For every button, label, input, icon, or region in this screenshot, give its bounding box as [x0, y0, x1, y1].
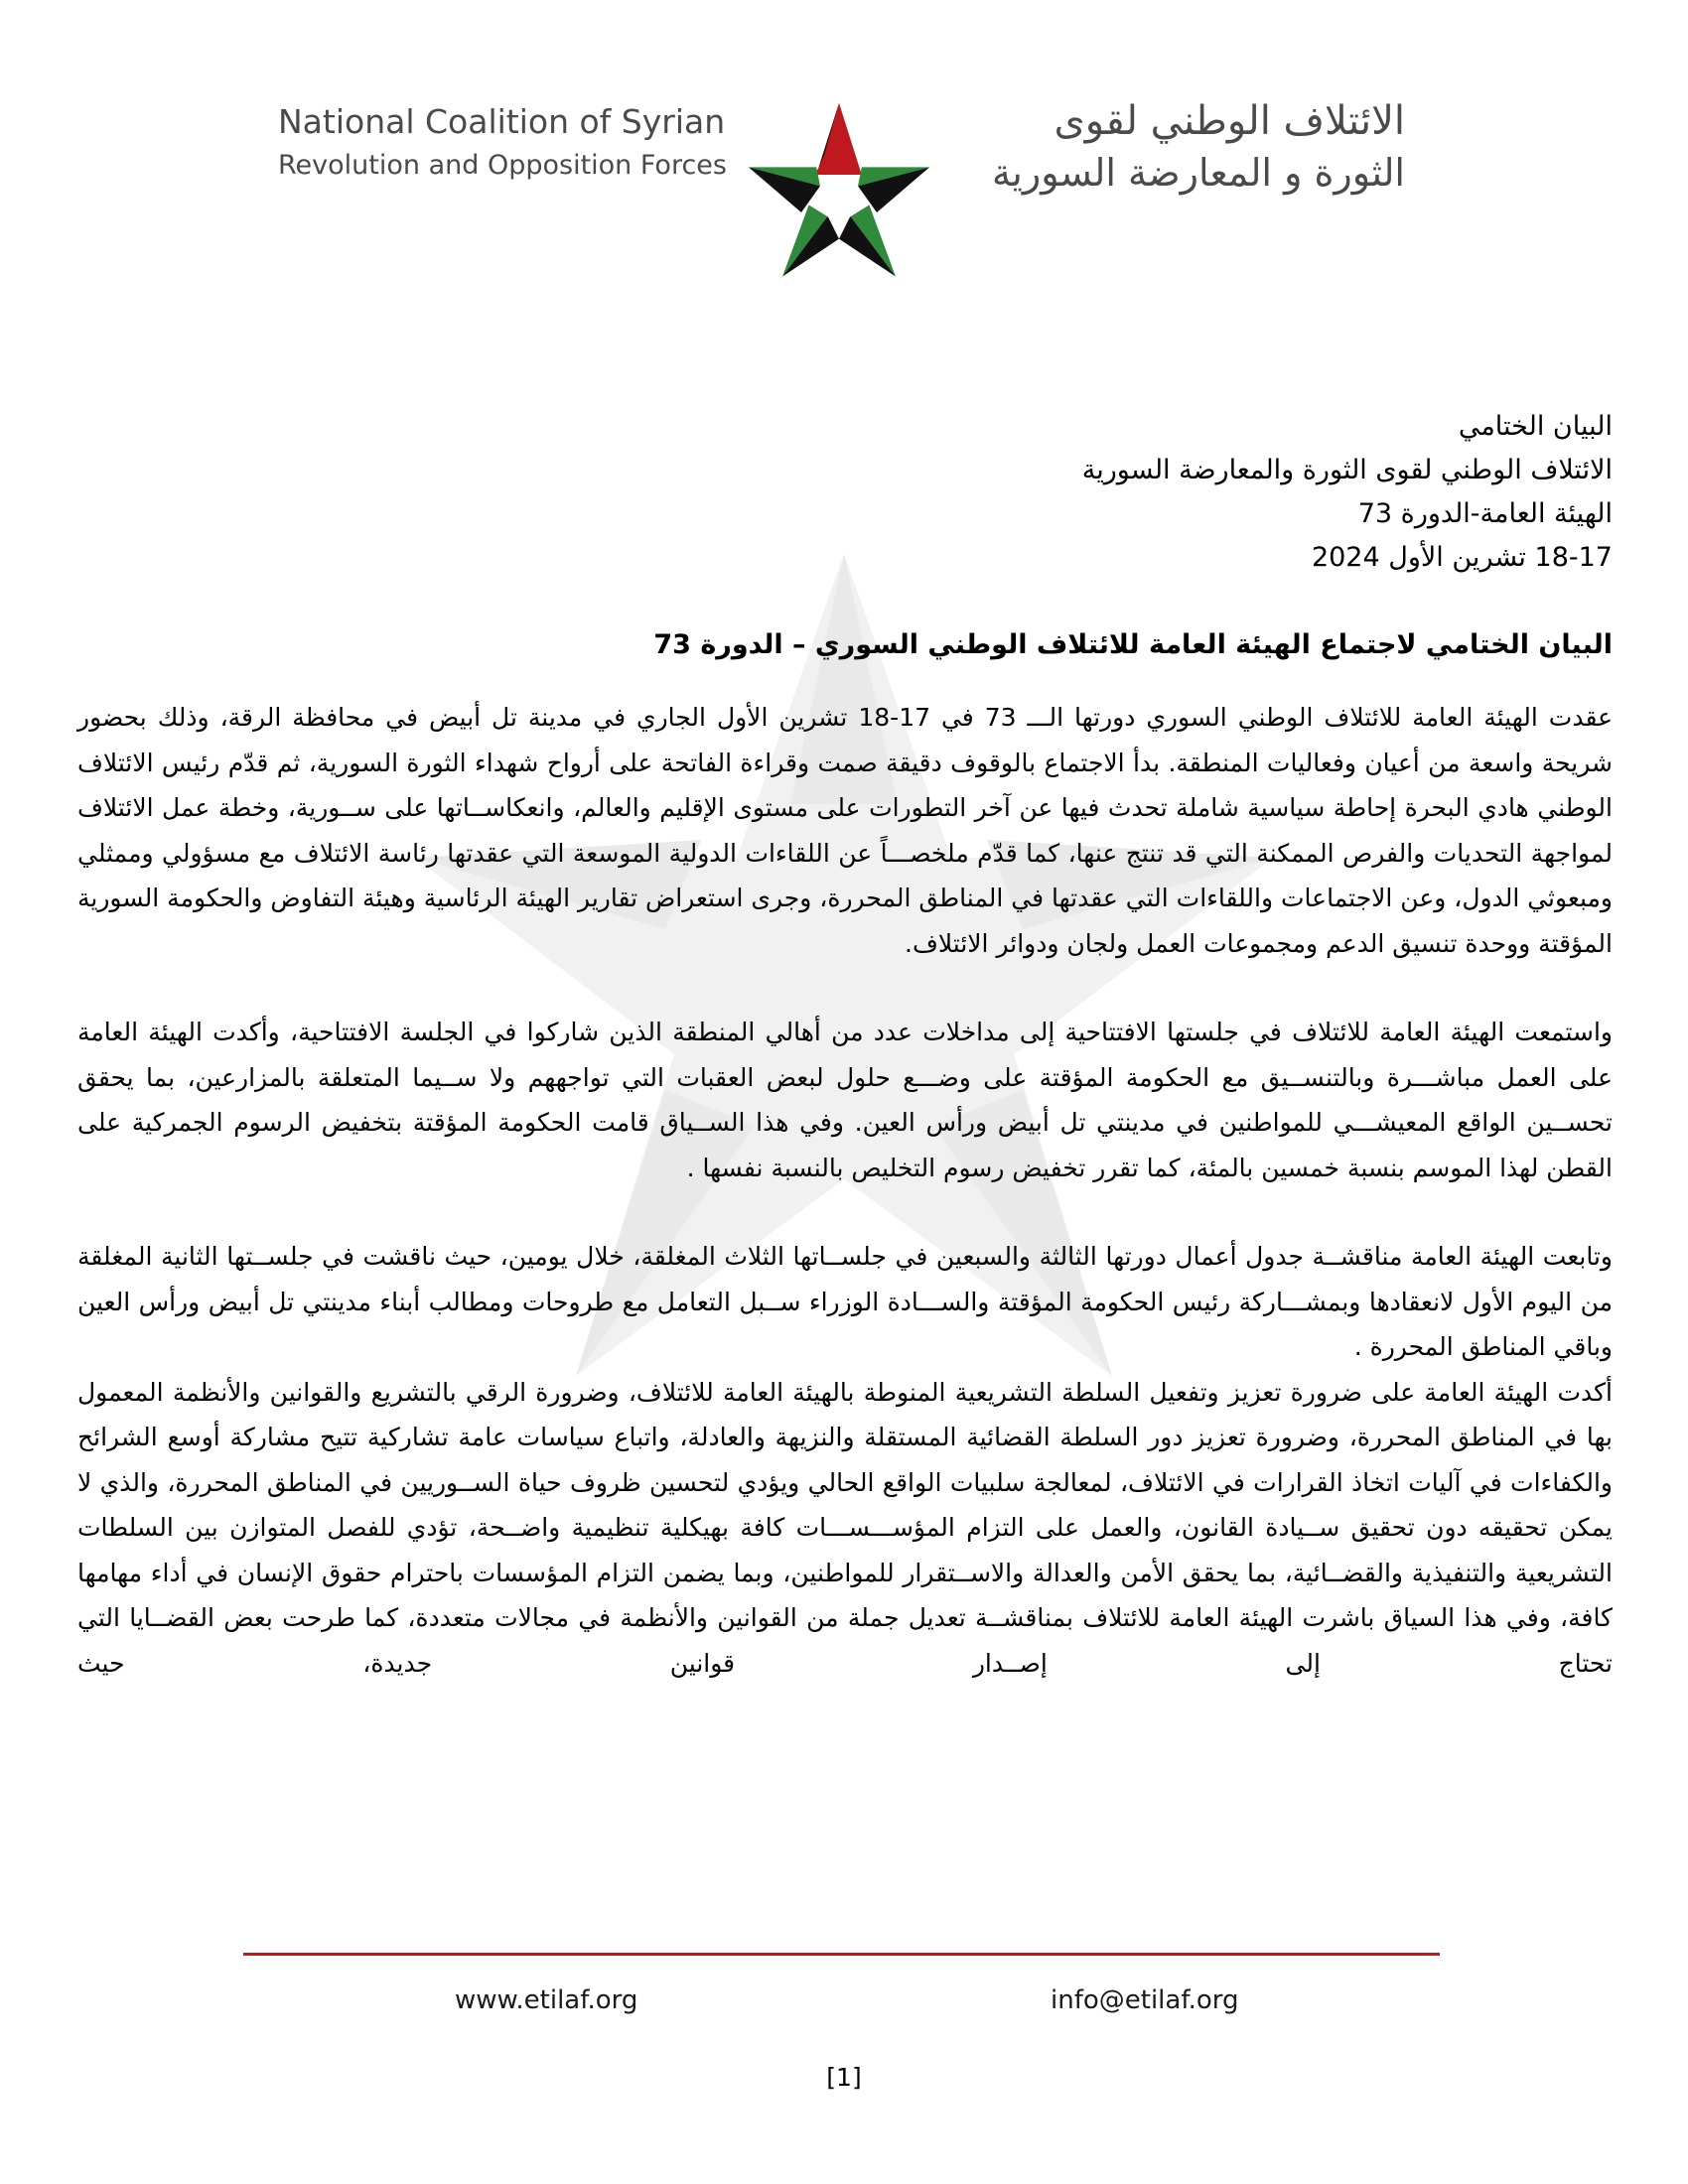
org-name-en-line1: National Coalition of Syrian — [278, 102, 726, 141]
paragraph-4: أكدت الهيئة العامة على ضرورة تعزيز وتفعيل السلطة التشريعية المنوطة بالهيئة العامة للائتلاف، وضرورة الرقي بالتشريع والقوانين والأنظمة المعمول بها في المناطق المحررة، وضرورة تعزيز دور السلطة القضائية المستقلة والنزيهة والعادلة، واتباع سياسات عامة تشاركية تتيح مشاركة أوسع الشرائح والكفاءات في آليات اتخاذ القرارات في الائتلاف، لمعالجة سلبيات الواقع الحالي ويؤدي لتحسين ظروف حياة الســوريين في المناطق المحررة، والذي لا يمكن تحقيقه دون تحقيق ســيادة القانون، والعمل على التزام المؤســـســـات كافة بهيكلية تنظيمية واضــحة، تؤدي للفصل المتوازن بين السلطات التشريعية والتنفيذية والقضــائية، بما يحقق الأمن والعدالة والاســتقرار للمواطنين، وبما يضمن التزام المؤسسات باحترام حقوق الإنسان في أداء مهامها كافة، وفي هذا السياق باشرت الهيئة العامة للائتلاف بمناقشــة تعديل جملة من القوانين والأنظمة في مجالات متعددة، كما طرحت بعض القضــايا التي تحتاج إلى إصــدار قوانين جديدة، حيث — [77, 1377, 1613, 1678]
letterhead — [0, 89, 1688, 308]
org-name-ar-line2: الثورة و المعارضة السورية — [991, 151, 1405, 195]
footer-divider — [243, 1953, 1440, 1956]
meta-session: الهيئة العامة-الدورة 73 — [1357, 498, 1613, 529]
paragraph-2: واستمعت الهيئة العامة للائتلاف في جلستها الافتتاحية إلى مداخلات عدد من أهالي المنطقة الذين شاركوا في الجلسة الافتتاحية، وأكدت الهيئة العامة على العمل مباشـــرة وبالتنســيق مع الحكومة المؤقتة على وضـــع حلول لبعض العقبات التي تواجههم ولا ســيما المتعلقة بالمزارعين، بما يحقق تحســين الواقع المعيشـــي للمواطنين في مدينتي تل أبيض ورأس العين. وفي هذا الســياق قامت الحكومة المؤقتة بتخفيض الرسوم الجمركية على القطن لهذا الموسم بنسبة خمسين بالمئة، كما تقرر تخفيض رسوم التخليص بالنسبة نفسها . — [77, 1018, 1613, 1182]
paragraph-3: وتابعت الهيئة العامة مناقشــة جدول أعمال دورتها الثالثة والسبعين في جلســاتها الثلاث المغلقة، خلال يومين، حيث ناقشت في جلســتها الثانية المغلقة من اليوم الأول لانعقادها وبمشـــاركة رئيس الحكومة المؤقتة والســـادة الوزراء ســبل التعامل مع طروحات ومطالب أبناء مدينتي تل أبيض ورأس العين وباقي المناطق المحررة . — [77, 1242, 1613, 1361]
paragraph-1: عقدت الهيئة العامة للائتلاف الوطني السوري دورتها الـــ 73 في 17-18 تشرين الأول الجاري في مدينة تل أبيض في محافظة الرقة، وذلك بحضور شريحة واسعة من أعيان وفعاليات المنطقة. بدأ الاجتماع بالوقوف دقيقة صمت وقراءة الفاتحة على أرواح شهداء الثورة السورية، ثم قدّم رئيس الائتلاف الوطني هادي البحرة إحاطة سياسية شاملة تحدث فيها عن آخر التطورات على مستوى الإقليم والعالم، وانعكاســاتها على ســورية، وخطة عمل الائتلاف لمواجهة التحديات والفرص الممكنة التي قد تنتج عنها، كما قدّم ملخصـــاً عن اللقاءات الدولية الموسعة التي عقدتها رئاسة الائتلاف مع مسؤولي وممثلي ومبعوثي الدول، وعن الاجتماعات واللقاءات التي عقدتها في المناطق المحررة، وجرى استعراض تقارير الهيئة الرئاسية وهيئة التفاوض والحكومة السورية المؤقتة ووحدة تنسيق الدعم ومجموعات العمل ولجان ودوائر الائتلاف. — [77, 703, 1614, 958]
org-name-en-line2: Revolution and Opposition Forces — [278, 150, 727, 181]
meta-statement-type: البيان الختامي — [1458, 411, 1613, 442]
meta-date: 18-17 تشرين الأول 2024 — [1311, 542, 1613, 573]
footer-email-link[interactable]: info@etilaf.org — [1051, 1985, 1239, 2015]
statement-body — [77, 405, 1613, 1686]
page-number: [1] — [826, 2063, 862, 2092]
document-title: البيان الختامي لاجتماع الهيئة العامة للائتلاف الوطني السوري – الدورة 73 — [653, 629, 1613, 660]
meta-organization: الائتلاف الوطني لقوى الثورة والمعارضة السورية — [1081, 455, 1613, 485]
footer-website-link[interactable]: www.etilaf.org — [455, 1985, 638, 2015]
org-name-ar-line1: الائتلاف الوطني لقوى — [1054, 98, 1405, 144]
